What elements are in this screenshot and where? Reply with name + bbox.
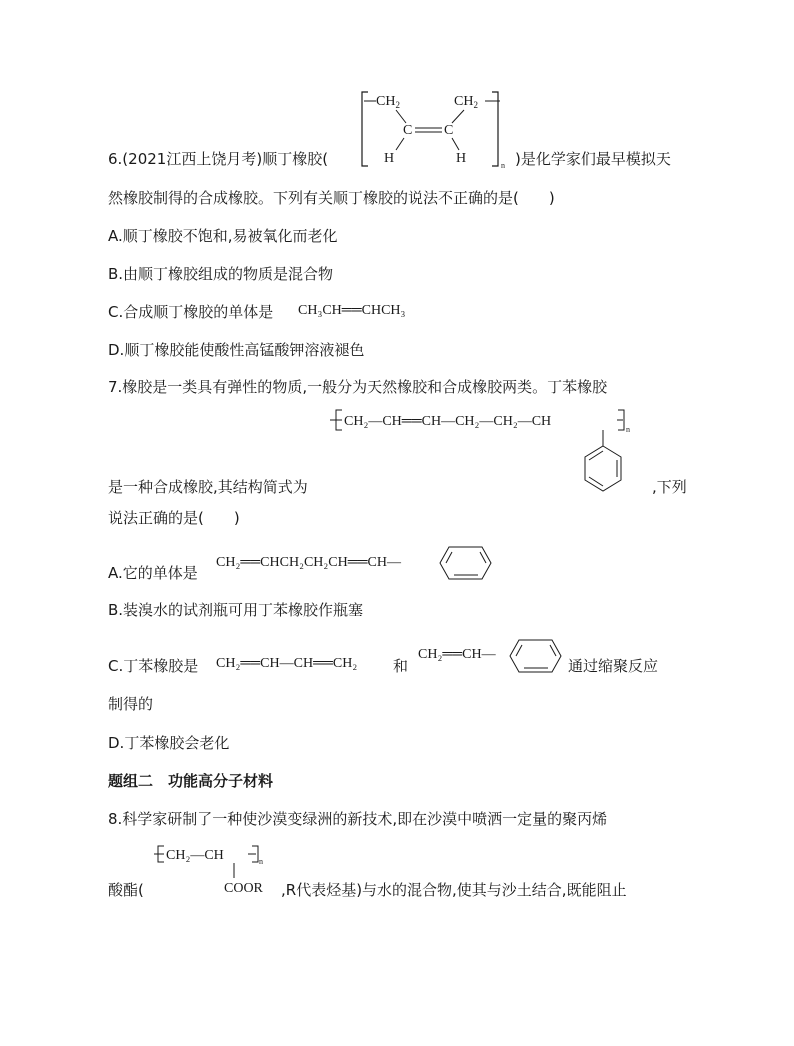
q8-coor: COOR bbox=[224, 881, 263, 896]
q7-polymer-chain: CH₂—CH══CH—CH₂—CH₂—CH bbox=[344, 414, 552, 429]
q6-option-a: A.顺丁橡胶不饱和,易被氧化而老化 bbox=[108, 227, 338, 245]
q6-h-right: H bbox=[456, 151, 467, 166]
q7-option-d: D.丁苯橡胶会老化 bbox=[108, 734, 230, 752]
q6-option-b: B.由顺丁橡胶组成的物质是混合物 bbox=[108, 265, 334, 283]
q7-option-a-formula: CH₂══CHCH₂CH₂CH══CH— bbox=[216, 555, 402, 570]
q8-line2-prefix: 酸酯( bbox=[108, 881, 144, 899]
q6-c-right: C bbox=[444, 123, 454, 138]
q7-line3: 说法正确的是( ) bbox=[108, 509, 240, 527]
q6-n: n bbox=[501, 161, 505, 170]
q6-ch2-right: $CH_2$ bbox=[454, 94, 478, 110]
q7-option-b: B.装溴水的试剂瓶可用丁苯橡胶作瓶塞 bbox=[108, 601, 364, 619]
q7-option-c-formula2: CH₂══CH— bbox=[418, 647, 496, 662]
q6-c-left: C bbox=[403, 123, 413, 138]
q6-option-c-formula: CH₃CH══CHCH₃ bbox=[298, 303, 406, 318]
q7-option-c-suffix: 通过缩聚反应 bbox=[568, 657, 659, 675]
q7-option-c-line2: 制得的 bbox=[108, 695, 154, 713]
q6-prefix: 6.(2021江西上饶月考)顺丁橡胶( bbox=[108, 150, 329, 168]
q8-polymer-top: CH₂—CH bbox=[166, 848, 224, 863]
q6-option-d: D.顺丁橡胶能使酸性高锰酸钾溶液褪色 bbox=[108, 341, 365, 359]
q7-option-c-prefix: C.丁苯橡胶是 bbox=[108, 657, 199, 675]
q7-option-a-benzene bbox=[440, 545, 494, 581]
q6-structure bbox=[356, 88, 516, 170]
q8-line2-suffix: ,R代表烃基)与水的混合物,使其与沙土结合,既能阻止 bbox=[281, 881, 627, 899]
q7-line2-prefix: 是一种合成橡胶,其结构简式为 bbox=[108, 478, 308, 496]
q7-option-a-prefix: A.它的单体是 bbox=[108, 564, 198, 582]
q8-line1: 8.科学家研制了一种使沙漠变绿洲的新技术,即在沙漠中喷洒一定量的聚丙烯 bbox=[108, 810, 608, 828]
q8-n: n bbox=[259, 857, 263, 866]
q8-structure bbox=[152, 842, 282, 898]
q7-option-c-benzene bbox=[510, 638, 564, 674]
q6-suffix: )是化学家们最早模拟天 bbox=[515, 150, 671, 168]
q7-option-c-formula1: CH₂══CH—CH══CH₂ bbox=[216, 656, 358, 671]
q6-ch2-left: $CH_2$ bbox=[376, 94, 400, 110]
q6-option-c-prefix: C.合成顺丁橡胶的单体是 bbox=[108, 303, 274, 321]
q7-structure bbox=[330, 404, 630, 496]
q7-n: n bbox=[626, 425, 630, 434]
q7-line2-suffix: ,下列 bbox=[652, 478, 687, 496]
section-heading: 题组二 功能高分子材料 bbox=[108, 772, 274, 790]
q6-h-left: H bbox=[384, 151, 395, 166]
q6-line2: 然橡胶制得的合成橡胶。下列有关顺丁橡胶的说法不正确的是( ) bbox=[108, 189, 555, 207]
q7-option-c-and: 和 bbox=[393, 657, 409, 675]
q7-line1: 7.橡胶是一类具有弹性的物质,一般分为天然橡胶和合成橡胶两类。丁苯橡胶 bbox=[108, 378, 608, 396]
q7-benzene-ring bbox=[585, 446, 621, 491]
